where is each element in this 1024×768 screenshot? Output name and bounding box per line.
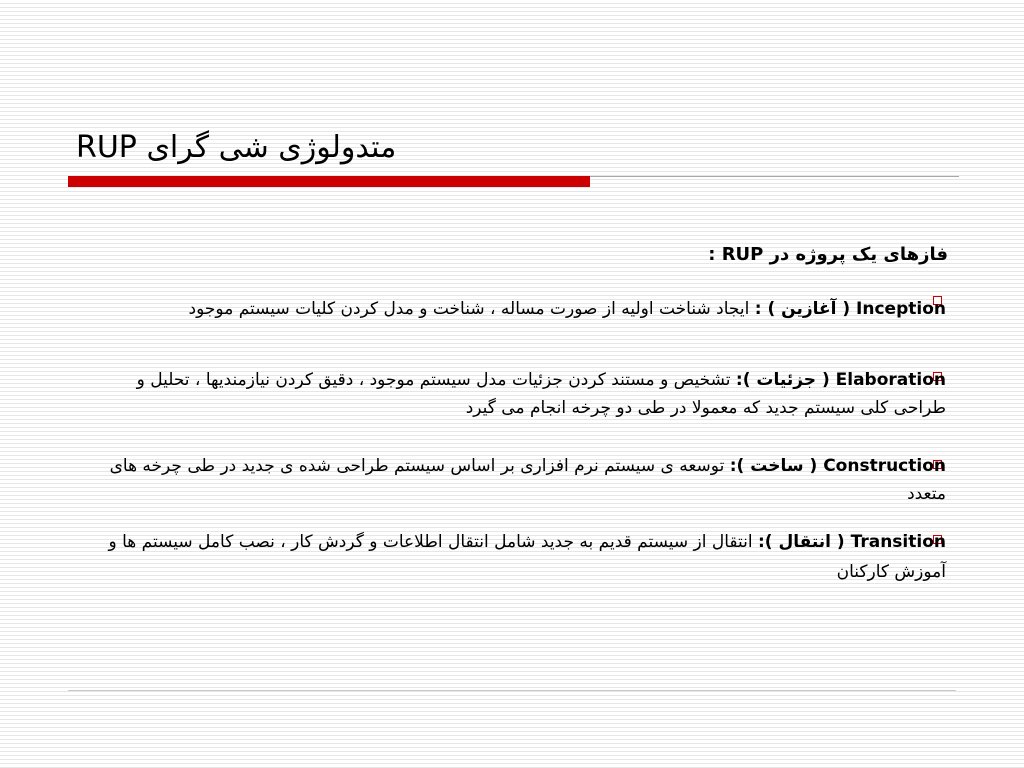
list-item-construction	[91, 452, 946, 508]
list-item-inception	[91, 289, 946, 329]
title-underline-red	[68, 176, 590, 187]
term-construction: Construction ( ساخت ):	[729, 456, 946, 476]
slide-title: متدولوژی شی گرای RUP	[76, 130, 397, 165]
desc-construction: توسعه ی سیستم نرم افزاری بر اساس سیستم طراحی شده ی جدید در طی چرخه های متعدد	[109, 456, 946, 504]
term-transition: Transition ( انتقال ):	[758, 532, 946, 552]
phases-heading: فازهای یک پروژه در RUP :	[708, 244, 948, 265]
footer-divider	[68, 690, 956, 691]
term-inception: Inception ( آغازین ) :	[754, 299, 946, 319]
term-elaboration: Elaboration ( جزئیات ):	[735, 370, 946, 390]
list-item-elaboration	[91, 366, 946, 422]
desc-inception: ایجاد شناخت اولیه از صورت مساله ، شناخت و مدل کردن کلیات سیستم موجود	[188, 299, 755, 319]
title-underline-gray	[590, 176, 959, 177]
desc-elaboration: تشخیص و مستند کردن جزئیات مدل سیستم موجود ، دقیق کردن نیازمندیها ، تحلیل و طراحی کلی سیستم جدید که معمولا در طی دو چرخه انجام می گیرد	[136, 370, 946, 418]
list-item-transition	[91, 527, 946, 587]
desc-transition: انتقال از سیستم قدیم به جدید شامل انتقال اطلاعات و گردش کار ، نصب کامل سیستم ها و آموزش کارکنان	[108, 532, 946, 582]
